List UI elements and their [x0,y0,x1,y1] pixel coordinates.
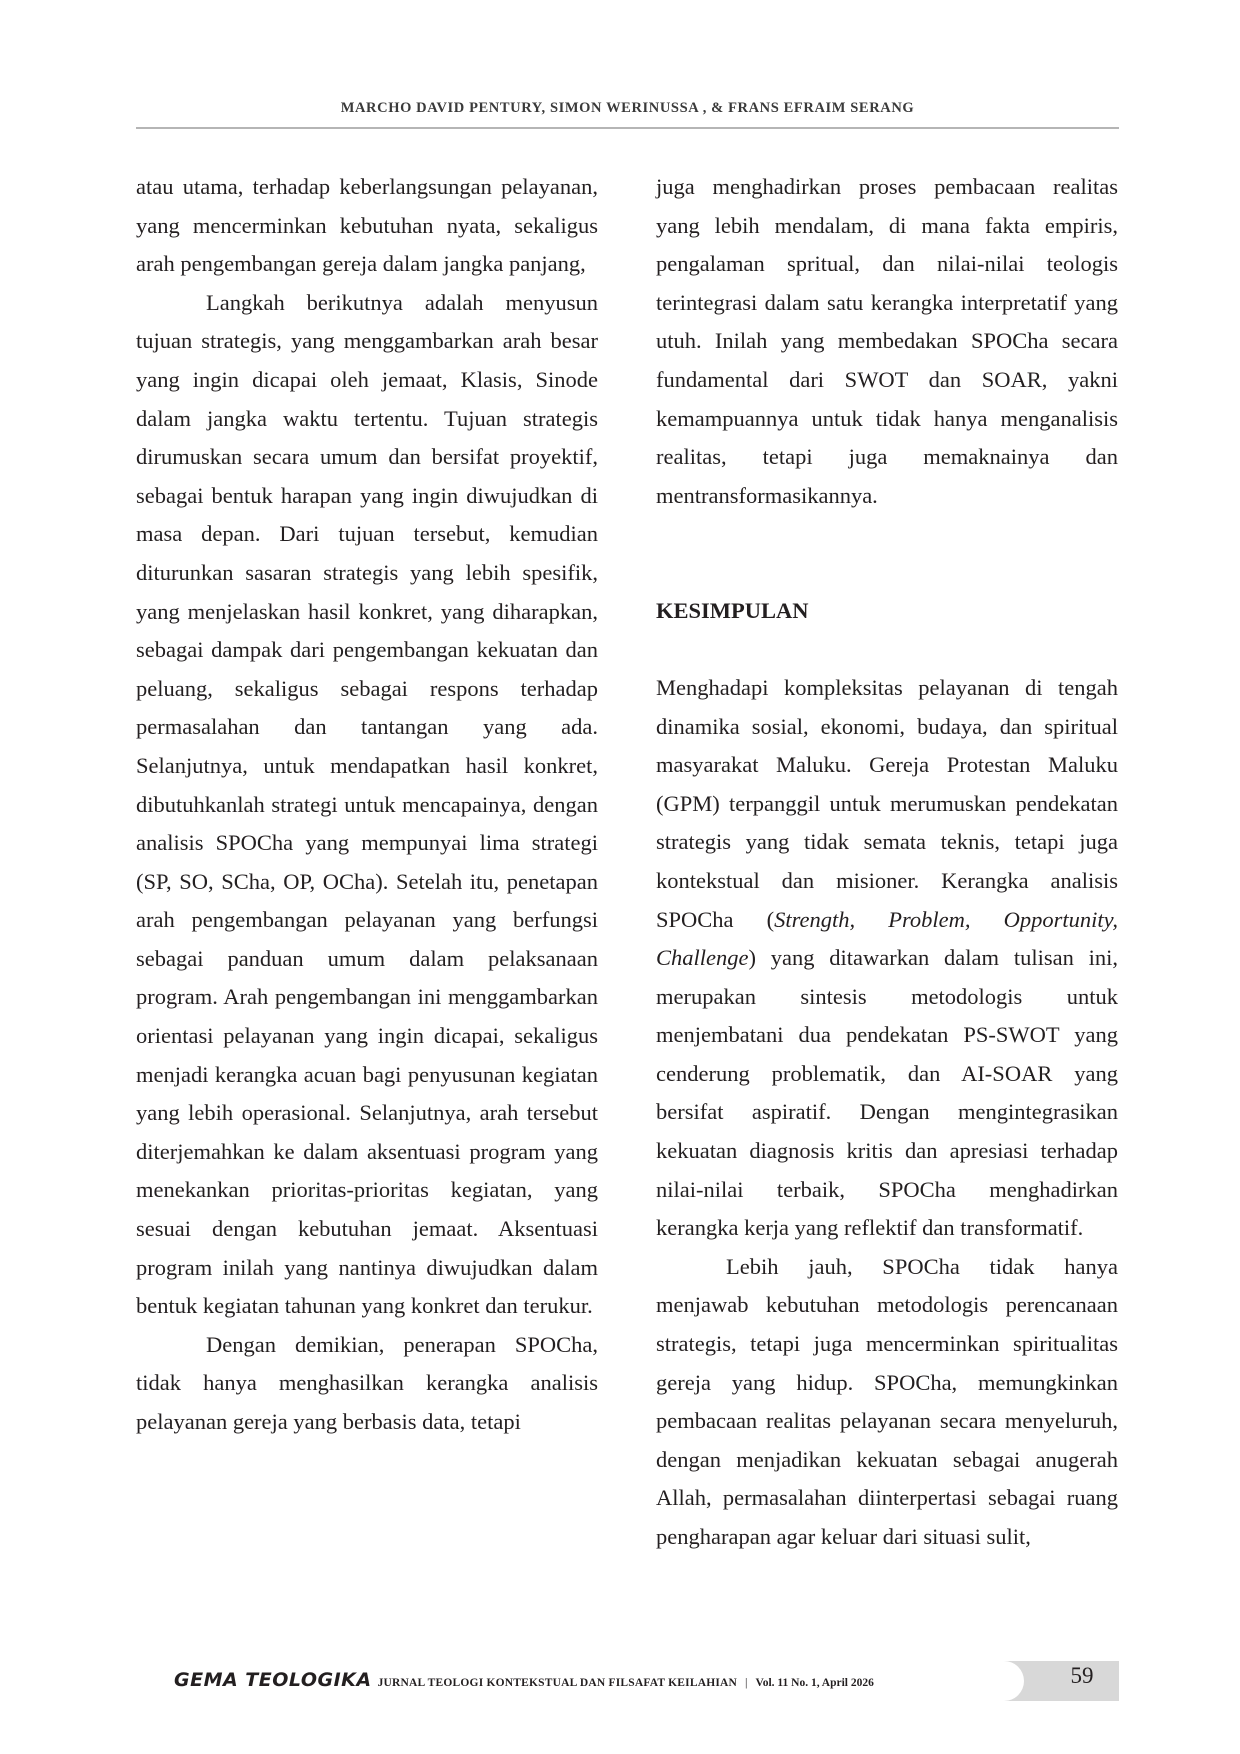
paragraph: Lebih jauh, SPOCha tidak hanya menjawab kebutuhan metodologis perencanaan strategis, tetapi juga mencerminkan spiritualitas gereja yang hidup. SPOCha, memungkinkan pembacaan realitas pelayanan secara menyeluruh, dengan menjadikan kekuatan sebagai anugerah Allah, permasalahan diinterpertasi sebagai ruang pengharapan agar keluar dari situasi sulit, [656,1253,1118,1549]
footer-separator: | [745,1675,748,1689]
journal-volume: Vol. 11 No. 1, April 2026 [755,1677,874,1689]
right-column [656,168,1118,1557]
paragraph: juga menghadirkan proses pembacaan realitas yang lebih mendalam, di mana fakta empiris, pengalaman spritual, dan nilai-nilai teologis terintegrasi dalam satu kerangka interpretatif yang utuh. Inilah yang membedakan SPOCha secara fundamental dari SWOT dan SOAR, yakni kemampuannya untuk tidak hanya menganalisis realitas, tetapi juga memaknainya dan mentransformasikannya. [656,174,1118,508]
journal-subtitle: JURNAL TEOLOGI KONTEKSTUAL DAN FILSAFAT KEILAHIAN [377,1677,738,1689]
paragraph: atau utama, terhadap keberlangsungan pelayanan, yang mencerminkan kebutuhan nyata, sekaligus arah pengembangan gereja dalam jangka panjang, [136,174,598,277]
left-column [136,168,598,1442]
header-rule [136,127,1119,129]
paragraph-text: ) yang ditawarkan dalam tulisan ini, merupakan sintesis metodologis untuk menjembatani dua pendekatan PS-SWOT yang cenderung problematik, dan AI-SOAR yang bersifat aspiratif. Dengan mengintegrasikan kekuatan diagnosis kritis dan apresiasi terhadap nilai-nilai terbaik, SPOCha menghadirkan kerangka kerja yang reflektif dan transformatif. [656,945,1118,1241]
paragraph [656,669,1118,1248]
paragraph: Langkah berikutnya adalah menyusun tujuan strategis, yang menggambarkan arah besar yang ingin dicapai oleh jemaat, Klasis, Sinode dalam jangka waktu tertentu. Tujuan strategis dirumuskan secara umum dan bersifat proyektif, sebagai bentuk harapan yang ingin diwujudkan di masa depan. Dari tujuan tersebut, kemudian diturunkan sasaran strategis yang lebih spesifik, yang menjelaskan hasil konkret, yang diharapkan, sebagai dampak dari pengembangan kekuatan dan peluang, sekaligus sebagai respons terhadap permasalahan dan tantangan yang ada. Selanjutnya, untuk mendapatkan hasil konkret, dibutuhkanlah strategi untuk mencapainya, dengan analisis SPOCha yang mempunyai lima strategi (SP, SO, SCha, OP, OCha). Setelah itu, penetapan arah pengembangan pelayanan yang berfungsi sebagai panduan umum dalam pelaksanaan program. Arah pengembangan ini menggambarkan orientasi pelayanan yang ingin dicapai, sekaligus menjadi kerangka acuan bagi penyusunan kegiatan yang lebih operasional. Selanjutnya, arah tersebut diterjemahkan ke dalam aksentuasi program yang menekankan prioritas-prioritas kegiatan, yang sesuai dengan kebutuhan jemaat. Aksentuasi program inilah yang nantinya diwujudkan dalam bentuk kegiatan tahunan yang konkret dan terukur. [136,289,598,1319]
footer [136,1661,1119,1701]
running-head: MARCHO DAVID PENTURY, SIMON WERINUSSA , & FRANS EFRAIM SERANG [340,100,915,116]
italic-text: Strength, Problem, Opportunity, Challenge [656,906,1118,971]
page-number: 59 [1070,1663,1094,1688]
journal-logo: GEMA TEOLOGIKA [174,1669,372,1691]
footer-text [174,1669,874,1691]
paragraph: Dengan demikian, penerapan SPOCha, tidak hanya menghasilkan kerangka analisis pelayanan gereja yang berbasis data, tetapi [136,1331,598,1434]
section-heading: KESIMPULAN [656,598,809,624]
paragraph-text: Menghadapi kompleksitas pelayanan di tengah dinamika sosial, ekonomi, budaya, dan spiritual masyarakat Maluku. Gereja Protestan Maluku (GPM) terpanggil untuk merumuskan pendekatan strategis yang tidak semata teknis, tetapi juga kontekstual dan misioner. Kerangka analisis SPOCha ( [656,674,1118,932]
